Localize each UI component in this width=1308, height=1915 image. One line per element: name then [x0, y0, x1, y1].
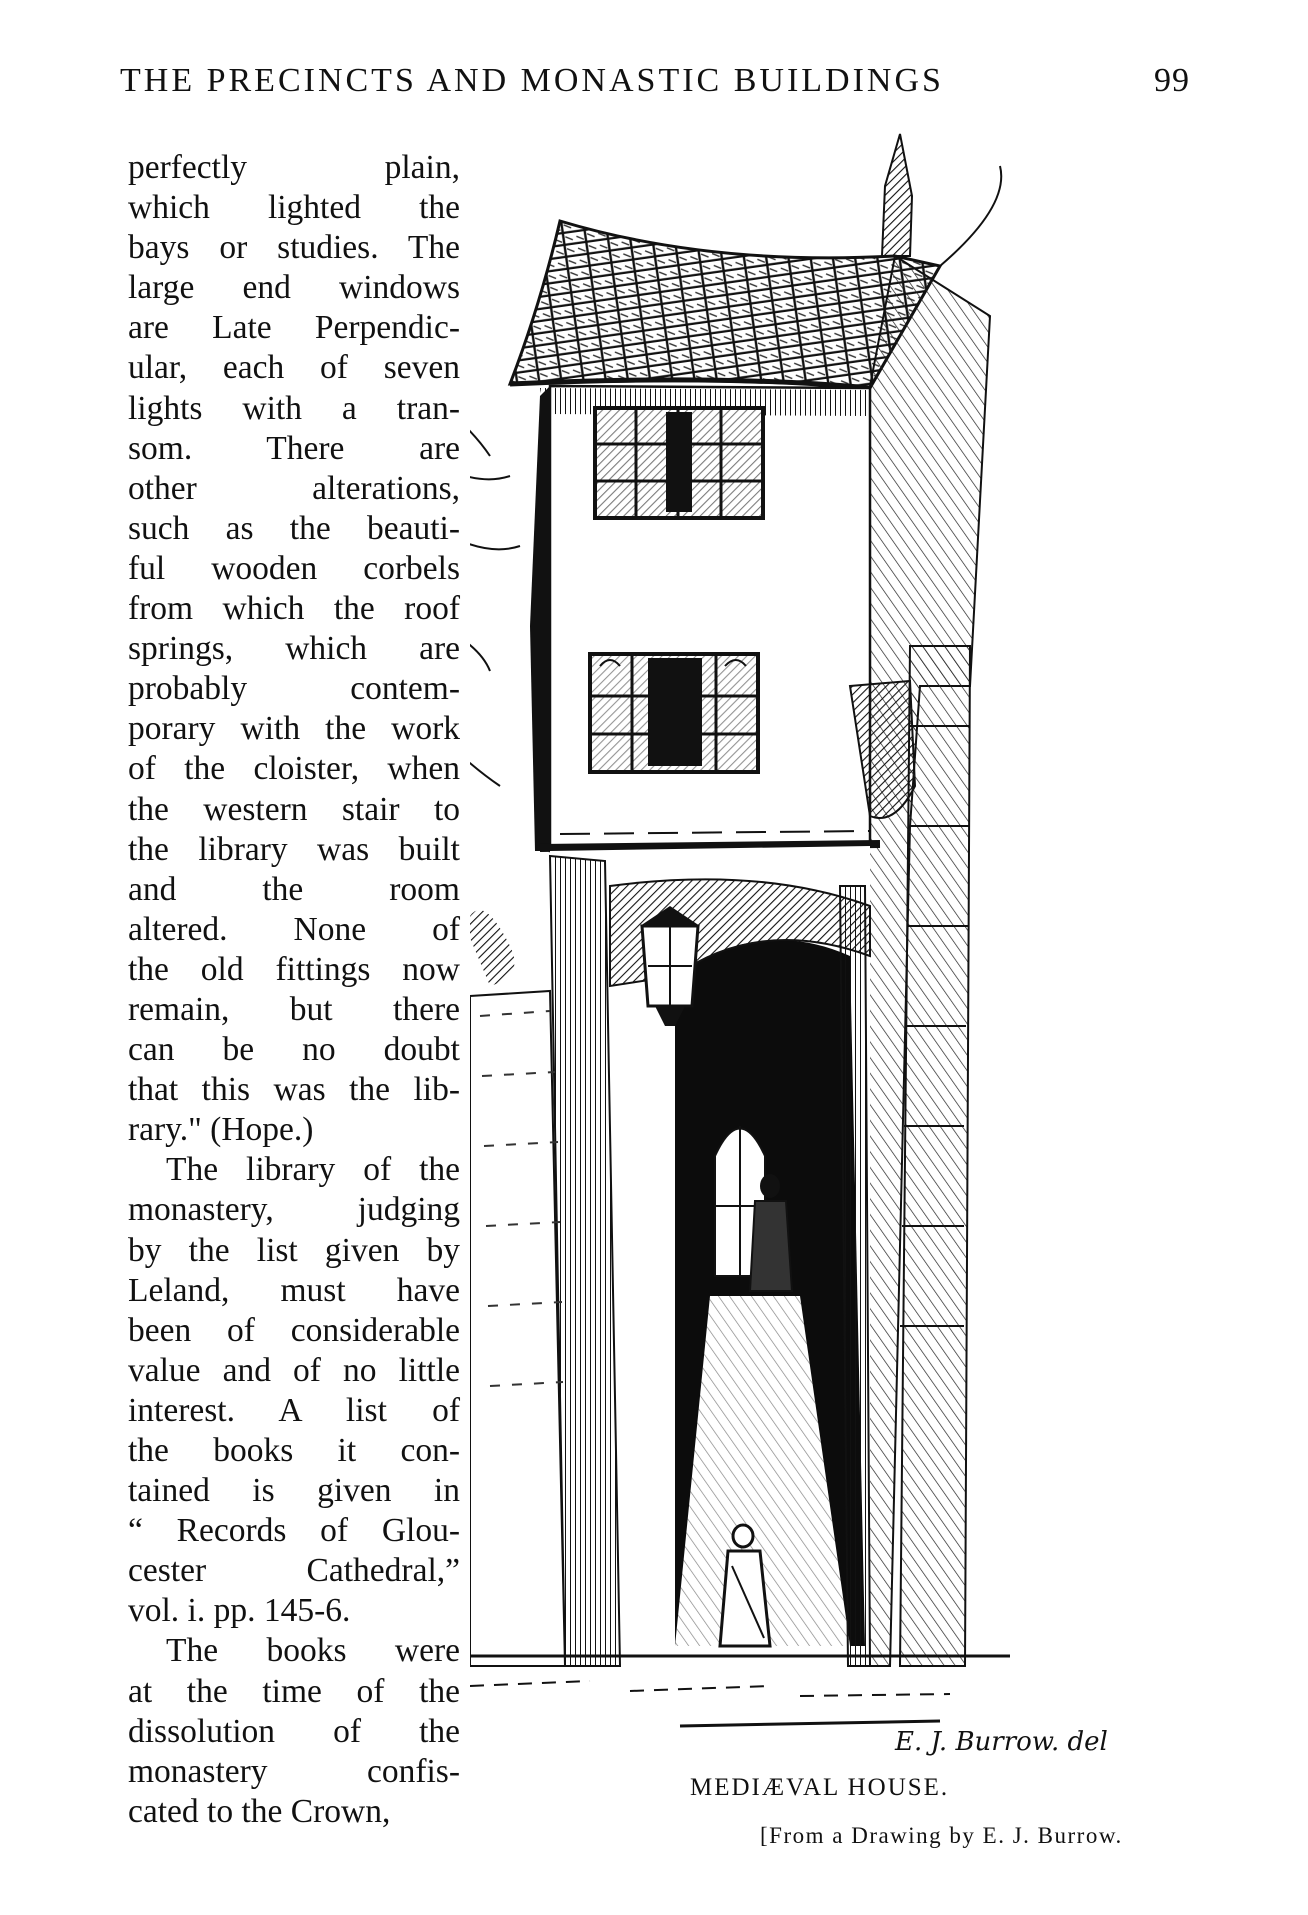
body-line: the old fittings now: [128, 950, 460, 988]
body-line: such as the beauti-: [128, 509, 460, 547]
artist-signature: E. J. Burrow. del: [895, 1727, 1108, 1757]
body-line: bays or studies. The: [128, 229, 460, 267]
body-line: “ Records of Glou-: [128, 1512, 460, 1550]
body-line: remain, but there: [128, 990, 460, 1028]
body-line: interest. A list of: [128, 1391, 460, 1429]
body-text-column: [128, 148, 460, 1832]
body-line: which lighted the: [128, 189, 460, 227]
body-line: cated to the Crown,: [128, 1792, 391, 1830]
body-line: value and of no little: [128, 1351, 460, 1389]
body-line: altered. None of: [128, 910, 460, 948]
figure-credit: [From a Drawing by E. J. Burrow.: [760, 1823, 1123, 1848]
body-line: cester Cathedral,”: [128, 1552, 460, 1590]
body-line: vol. i. pp. 145-6.: [128, 1592, 351, 1630]
body-line: been of considerable: [128, 1311, 460, 1349]
lower-window: [590, 654, 758, 772]
body-line: the books it con-: [128, 1432, 460, 1469]
body-line: perfectly plain,: [128, 149, 460, 186]
house-drawing: [470, 134, 1010, 1726]
body-line: of the cloister, when: [128, 750, 460, 788]
body-line: som. There are: [128, 429, 460, 467]
body-line: are Late Perpendic-: [128, 309, 460, 347]
body-line: that this was the lib-: [128, 1071, 460, 1109]
figure-caption: MEDIÆVAL HOUSE.: [690, 1774, 950, 1801]
body-line: The library of the: [166, 1151, 460, 1189]
mediaeval-house-illustration: [470, 126, 1190, 1756]
body-line: large end windows: [128, 269, 460, 307]
body-line: The books were: [166, 1632, 460, 1670]
body-line: other alterations,: [128, 469, 460, 507]
upper-window: [595, 408, 763, 518]
body-line: Leland, must have: [128, 1271, 460, 1309]
page-number: 99: [1154, 62, 1190, 99]
running-title: THE PRECINCTS AND MONASTIC BUILDINGS: [120, 62, 944, 99]
body-line: the library was built: [128, 830, 460, 868]
body-line: monastery, judging: [128, 1191, 460, 1229]
body-line: ular, each of seven: [128, 349, 460, 387]
body-line: porary with the work: [128, 710, 460, 748]
body-line: and the room: [128, 870, 460, 908]
body-line: by the list given by: [128, 1231, 460, 1269]
body-line: dissolution of the: [128, 1712, 460, 1750]
body-line: springs, which are: [128, 630, 460, 668]
body-line: ful wooden corbels: [128, 549, 460, 587]
body-line: from which the roof: [128, 590, 460, 628]
body-line: monastery confis-: [128, 1752, 460, 1790]
body-line: tained is given in: [128, 1472, 460, 1510]
body-line: probably contem-: [128, 670, 460, 708]
body-line: at the time of the: [128, 1672, 460, 1710]
body-line: rary." (Hope.): [128, 1111, 314, 1149]
body-line: can be no doubt: [128, 1031, 460, 1069]
body-line: the western stair to: [128, 790, 460, 828]
body-line: lights with a tran-: [128, 389, 460, 427]
